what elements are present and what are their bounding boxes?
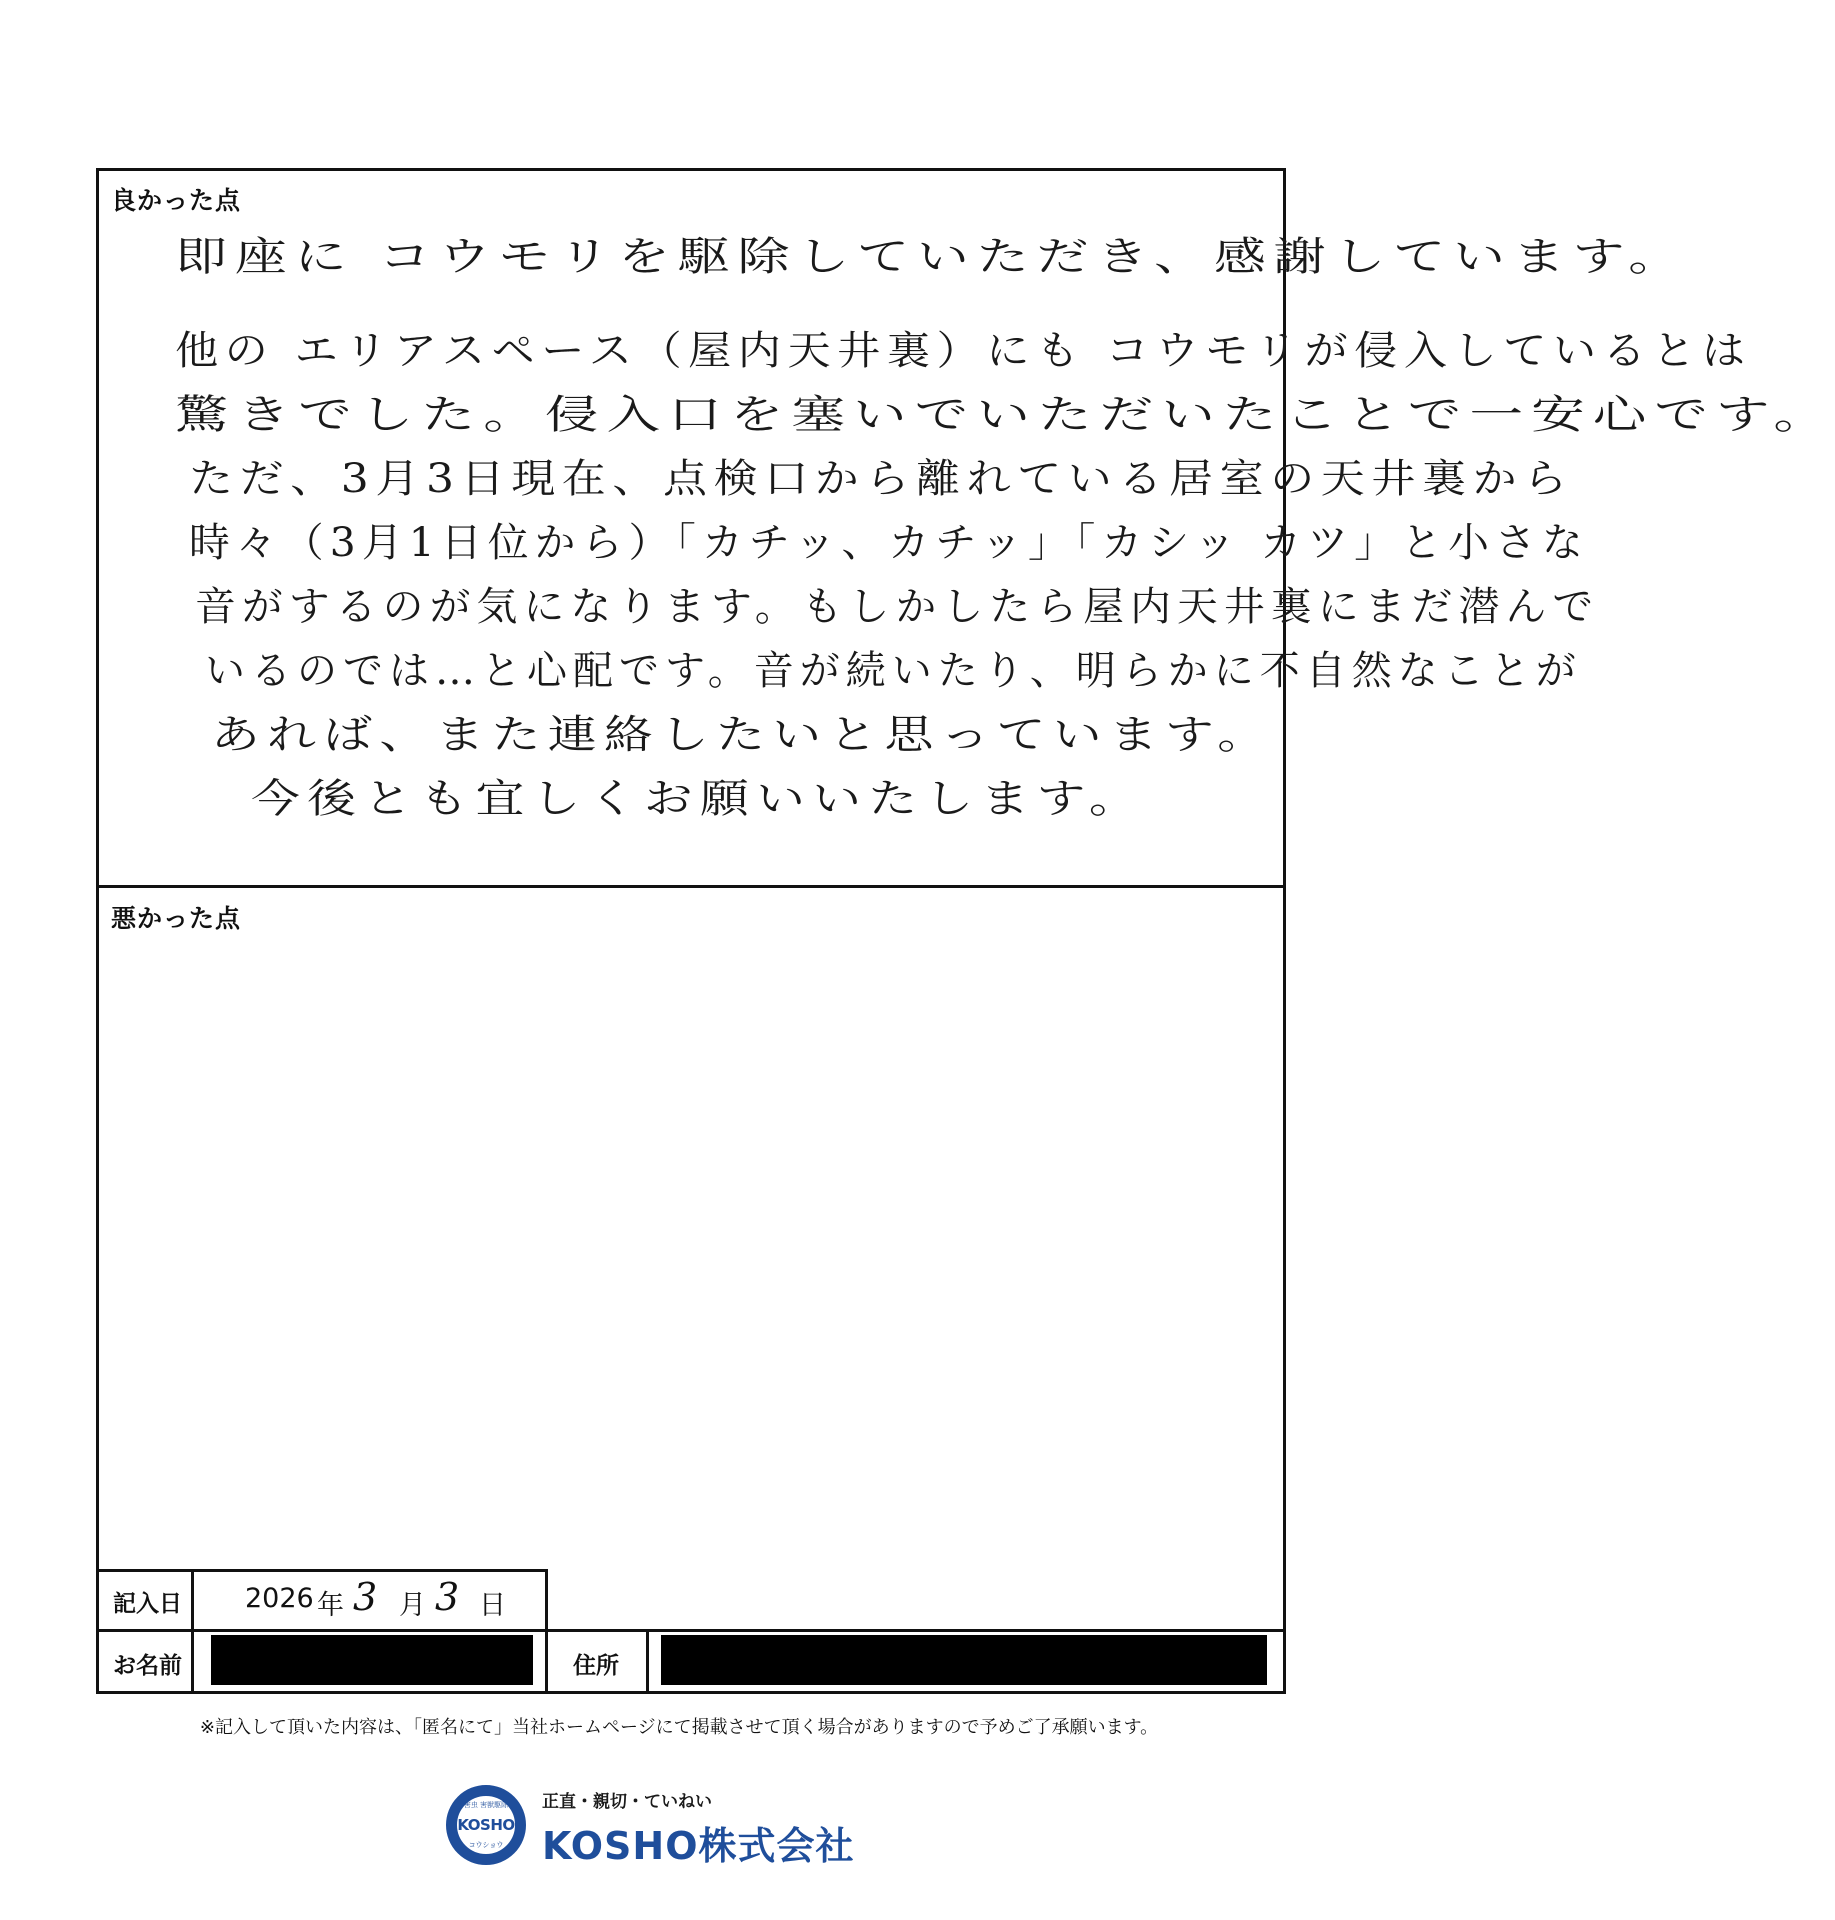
divider [191,1569,194,1691]
bad-points-label: 悪かった点 [111,904,242,933]
bad-points-section [99,885,1283,1538]
divider [99,1569,548,1572]
divider [646,1629,649,1691]
good-points-section [99,171,1835,888]
company-tagline: 正直・親切・ていねい [542,1792,712,1812]
name-label: お名前 [113,1653,182,1679]
good-points-label: 良かった点 [111,186,242,215]
handwritten-line: いるのでは…と心配です。音が続いたり、明らかに不自然なことが [205,648,1582,694]
date-month-unit: 月 [399,1590,426,1621]
company-name: KOSHO株式会社 [542,1824,855,1868]
date-day-unit: 日 [479,1590,506,1621]
seal-bottom-text: コウショウ [468,1841,504,1849]
date-year-unit: 年 [317,1590,344,1621]
date-label: 記入日 [113,1591,182,1617]
seal-main-text: KOSHO [457,1816,515,1834]
date-month: 3 [353,1575,378,1619]
kosho-seal-icon [446,1785,526,1865]
date-day: 3 [435,1575,460,1619]
address-label: 住所 [573,1653,619,1679]
redacted-name [211,1635,533,1685]
date-year: 2026 [245,1583,314,1614]
handwritten-line: 即座に コウモリを駆除していただき、感謝しています。 [175,234,1689,280]
info-table [99,1569,1283,1691]
seal-top-text: 害虫 害獣駆除 [463,1801,509,1809]
disclaimer-note: ※記入して頂いた内容は、「匿名にて」当社ホームページにて掲載させて頂く場合がありますので予めご了承願います。 [199,1717,1159,1738]
handwritten-line: 時々（3月1日位から）「カチッ、カチッ」「カシッ カツ」と小さな [189,520,1589,566]
feedback-form [96,168,1835,1694]
handwritten-line: 驚きでした。侵入口を塞いでいただいたことで一安心です。 [175,392,1835,438]
divider [545,1569,548,1691]
handwritten-line: ただ、3月3日現在、点検口から離れている居室の天井裏から [189,456,1574,502]
redacted-address [661,1635,1267,1685]
divider [99,1629,1283,1632]
company-logo [446,1785,866,1867]
handwritten-line: 音がするのが気になります。もしかしたら屋内天井裏にまだ潜んで [195,584,1600,630]
handwritten-line: 今後とも宜しくお願いいたします。 [251,776,1146,822]
handwritten-line: 他の エリアスペース（屋内天井裏）にも コウモリが侵入しているとは [175,328,1752,374]
handwritten-line: あれば、また連絡したいと思っています。 [211,712,1274,758]
